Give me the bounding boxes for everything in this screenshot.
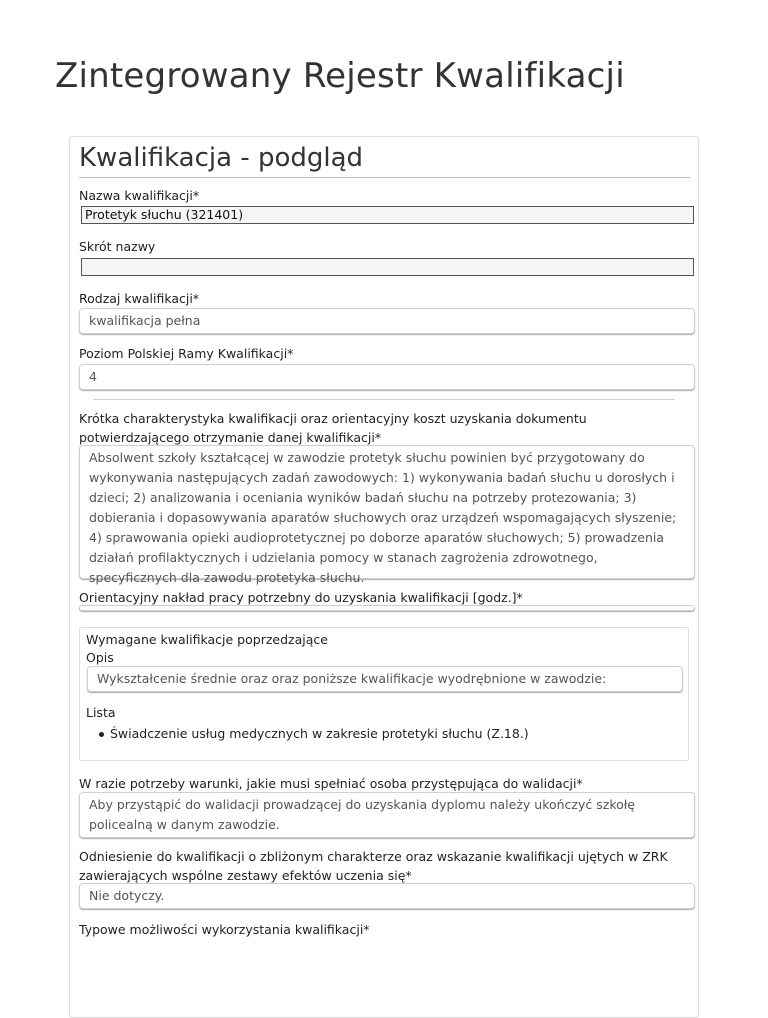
site-title: Zintegrowany Rejestr Kwalifikacji [55,56,625,96]
poziom-label: Poziom Polskiej Ramy Kwalifikacji* [79,346,294,361]
skrot-field[interactable] [81,258,694,276]
charakterystyka-label: Krótka charakterystyka kwalifikacji oraz orientacyjny koszt uzyskania dokumentu potwierdzającego otrzymanie danej kwalifikacji* [79,411,587,445]
title-divider [79,177,690,178]
list-item: Świadczenie usług medycznych w zakresie protetyki słuchu (Z.18.) [86,724,529,743]
section-divider [93,399,675,400]
rodzaj-label: Rodzaj kwalifikacji* [79,291,200,306]
odniesienie-label: Odniesienie do kwalifikacji o zbliżonym charakterze oraz wskazanie kwalifikacji ujętych w ZRK zawierających wspólne zestawy efektów uczenia się* [79,849,668,883]
rodzaj-value: kwalifikacja pełna [79,308,695,334]
poziom-value: 4 [79,364,695,390]
typowe-label: Typowe możliwości wykorzystania kwalifikacji* [79,922,370,937]
opis-value: Wykształcenie średnie oraz oraz poniższe kwalifikacje wyodrębnione w zawodzie: [87,666,683,692]
required-qualifications-list [86,724,529,743]
lista-label: Lista [86,705,116,720]
nazwa-label: Nazwa kwalifikacji* [79,188,200,203]
odniesienie-value: Nie dotyczy. [79,883,695,909]
required-qualifications-panel [79,627,689,761]
opis-label: Opis [86,650,114,665]
nazwa-field[interactable]: Protetyk słuchu (321401) [81,206,694,224]
warunki-value: Aby przystąpić do walidacji prowadzącej do uzyskania dyplomu należy ukończyć szkołę policealną w danym zawodzie. [79,792,695,838]
naklad-label: Orientacyjny nakład pracy potrzebny do uzyskania kwalifikacji [godz.]* [79,590,523,605]
qualification-panel [69,136,699,1018]
warunki-label: W razie potrzeby warunki, jakie musi spełniać osoba przystępująca do walidacji* [79,776,583,791]
panel-title: Kwalifikacja - podgląd [79,143,364,173]
naklad-value [79,605,695,611]
skrot-label: Skrót nazwy [79,239,156,254]
required-qualifications-title: Wymagane kwalifikacje poprzedzające [86,632,328,647]
charakterystyka-value: Absolwent szkoły kształcącej w zawodzie protetyk słuchu powinien być przygotowany do wykonywania następujących zadań zawodowych: 1) wykonywania badań słuchu u dorosłych i dzieci; 2) analizowania i oceniania wyników badań słuchu na potrzeby protezowania; 3) dobierania i dopasowywania aparatów słuchowych oraz urządzeń wspomagających słyszenie; 4) sprawowania opieki audioprotetycznej po doborze aparatów słuchowych; 5) prowadzenia działań profilaktycznych i udzielania pomocy w stanach zagrożenia zdrowotnego, specyficznych dla zawodu protetyka słuchu. [79,445,695,579]
